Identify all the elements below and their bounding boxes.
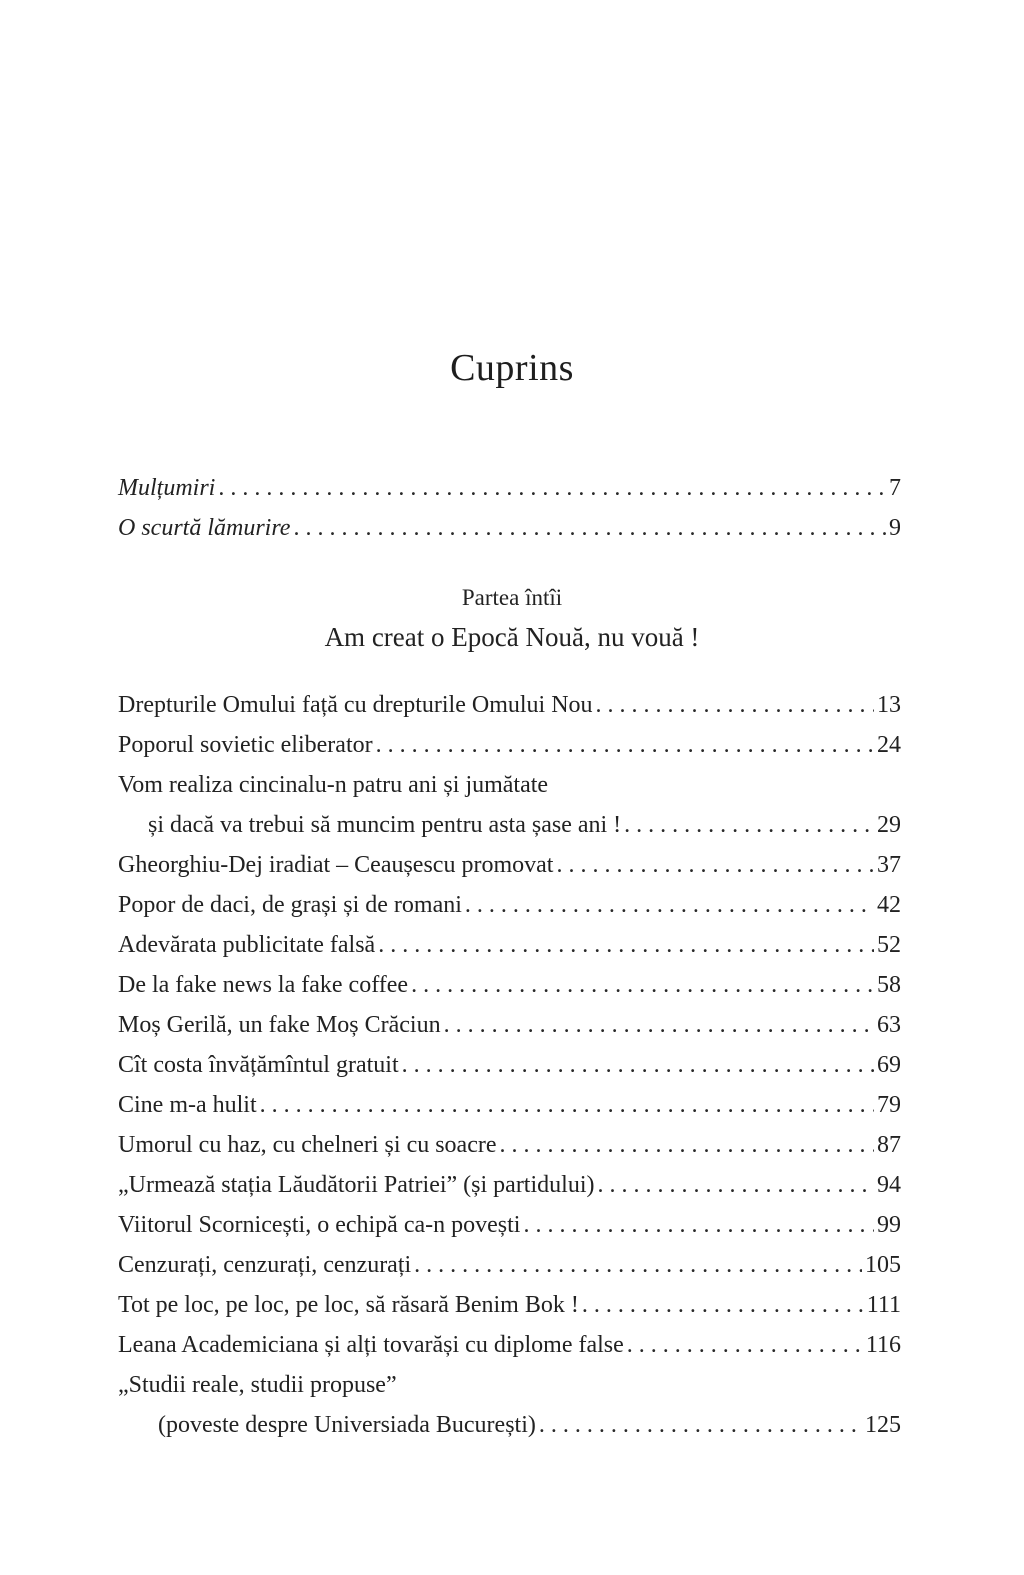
toc-entry[interactable]	[118, 1045, 901, 1085]
dot-leader	[627, 1325, 863, 1365]
toc-entry-page: 52	[877, 932, 901, 958]
toc-entry-page: 37	[877, 852, 901, 878]
toc-entry-title: Umorul cu haz, cu chelneri și cu soacre	[118, 1132, 497, 1158]
toc-entry[interactable]	[118, 1165, 901, 1205]
toc-entry-title: O scurtă lămurire	[118, 515, 291, 541]
toc-entry-page: 99	[877, 1212, 901, 1238]
dot-leader	[597, 1165, 874, 1205]
front-matter-list	[118, 468, 901, 548]
dot-leader	[500, 1125, 874, 1165]
toc-entry-title: De la fake news la fake coffee	[118, 972, 409, 998]
dot-leader	[444, 1005, 874, 1045]
toc-entry-title: și dacă va trebui să muncim pentru asta șase ani !	[148, 812, 622, 838]
toc-entry-page: 111	[866, 1292, 901, 1318]
toc-entry-title: Poporul sovietic eliberator	[118, 732, 373, 758]
toc-entry-title: Mulțumiri	[118, 475, 216, 501]
toc-entry-page: 69	[877, 1052, 901, 1078]
toc-entry-page: 24	[877, 732, 901, 758]
dot-leader	[293, 508, 886, 548]
toc-entry-title: (poveste despre Universiada București)	[158, 1412, 536, 1438]
part-title: Am creat o Epocă Nouă, nu vouă !	[324, 622, 700, 652]
toc-entry[interactable]	[118, 1085, 901, 1125]
toc-entry-first-line: „Studii reale, studii propuse”	[118, 1372, 397, 1398]
dot-leader	[596, 685, 874, 725]
toc-entry-page: 29	[877, 812, 901, 838]
toc-entry[interactable]	[118, 1285, 901, 1325]
toc-entry-page: 116	[865, 1332, 901, 1358]
toc-entry[interactable]	[118, 1005, 901, 1045]
dot-leader	[539, 1405, 862, 1445]
toc-entry-first-line: Vom realiza cincinalu-n patru ani și jumătate	[118, 772, 549, 798]
toc-entry[interactable]	[118, 1205, 901, 1245]
toc-entry-title: Moș Gerilă, un fake Moș Crăciun	[118, 1012, 441, 1038]
toc-entry-multiline[interactable]	[118, 765, 901, 845]
toc-entry-page: 105	[865, 1252, 901, 1278]
toc-entry-clarification[interactable]	[118, 508, 901, 548]
toc-entry-title: Cenzurați, cenzurați, cenzurați	[118, 1252, 412, 1278]
toc-list	[118, 685, 901, 1445]
toc-entry-page: 63	[877, 1012, 901, 1038]
toc-entry-title: Leana Academiciana și alți tovarăși cu diplome false	[118, 1332, 624, 1358]
toc-entry[interactable]	[118, 965, 901, 1005]
toc-entry[interactable]	[118, 925, 901, 965]
toc-entry[interactable]	[118, 885, 901, 925]
dot-leader	[260, 1085, 874, 1125]
toc-entry-title: Cît costa învățămîntul gratuit	[118, 1052, 399, 1078]
toc-entry-title: Drepturile Omului față cu drepturile Omului Nou	[118, 692, 593, 718]
dot-leader	[402, 1045, 874, 1085]
toc-entry-page: 42	[877, 892, 901, 918]
toc-entry-page: 58	[877, 972, 901, 998]
toc-entry[interactable]	[118, 845, 901, 885]
toc-entry-page: 94	[877, 1172, 901, 1198]
toc-entry-page: 87	[877, 1132, 901, 1158]
toc-entry-page: 13	[877, 692, 901, 718]
dot-leader	[218, 468, 886, 508]
page-title: Cuprins	[450, 347, 574, 389]
toc-entry-title: Adevărata publicitate falsă	[118, 932, 376, 958]
dot-leader	[556, 845, 874, 885]
toc-entry-multiline[interactable]	[118, 1365, 901, 1445]
toc-entry[interactable]	[118, 725, 901, 765]
toc-entry-title: Viitorul Scornicești, o echipă ca-n povești	[118, 1212, 521, 1238]
dot-leader	[465, 885, 874, 925]
toc-entry[interactable]	[118, 1325, 901, 1365]
toc-entry-title: Tot pe loc, pe loc, pe loc, să răsară Benim Bok !	[118, 1292, 579, 1318]
toc-entry[interactable]	[118, 685, 901, 725]
toc-entry-continuation	[118, 1405, 901, 1445]
toc-entry-acknowledgements[interactable]	[118, 468, 901, 508]
dot-leader	[376, 725, 874, 765]
toc-entry[interactable]	[118, 1245, 901, 1285]
dot-leader	[378, 925, 874, 965]
toc-entry-page: 125	[865, 1412, 901, 1438]
toc-entry-title: Cine m-a hulit	[118, 1092, 257, 1118]
toc-entry-title: Popor de daci, de grași și de romani	[118, 892, 462, 918]
toc-entry-title: Gheorghiu-Dej iradiat – Ceaușescu promovat	[118, 852, 554, 878]
toc-entry-title: „Urmează stația Lăudătorii Patriei” (și partidului)	[118, 1172, 595, 1198]
dot-leader	[411, 965, 874, 1005]
toc-entry-page: 79	[877, 1092, 901, 1118]
part-label: Partea întîi	[461, 585, 563, 610]
dot-leader	[624, 805, 874, 845]
toc-entry-page: 7	[889, 475, 901, 501]
dot-leader	[523, 1205, 874, 1245]
toc-entry-page: 9	[889, 515, 901, 541]
toc-entry-continuation	[118, 805, 901, 845]
dot-leader	[582, 1285, 864, 1325]
toc-entry[interactable]	[118, 1125, 901, 1165]
dot-leader	[414, 1245, 862, 1285]
